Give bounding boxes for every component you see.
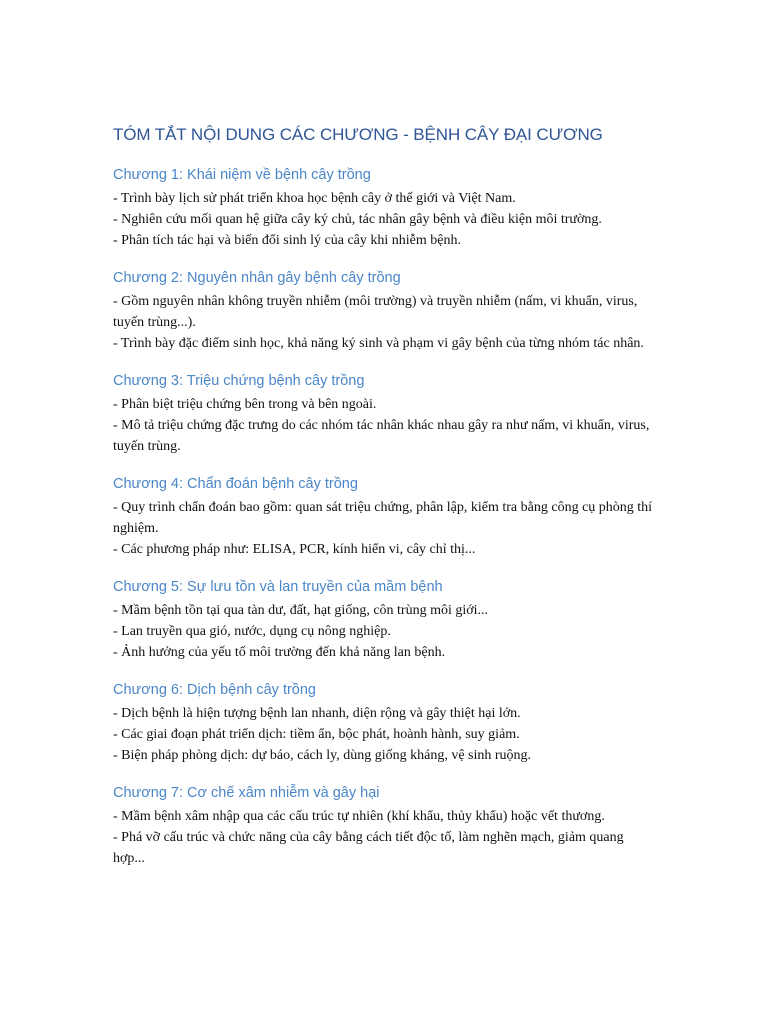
chapter-heading: Chương 2: Nguyên nhân gây bệnh cây trồng bbox=[113, 270, 401, 286]
chapter-4 bbox=[113, 474, 658, 560]
chapter-heading: Chương 5: Sự lưu tồn và lan truyền của mầm bệnh bbox=[113, 579, 443, 595]
chapter-line: - Dịch bệnh là hiện tượng bệnh lan nhanh, diện rộng và gây thiệt hại lớn. bbox=[113, 706, 521, 721]
chapter-line: - Các giai đoạn phát triển dịch: tiềm ẩn, bộc phát, hoành hành, suy giảm. bbox=[113, 727, 520, 742]
chapter-line: - Phân tích tác hại và biến đổi sinh lý của cây khi nhiễm bệnh. bbox=[113, 233, 461, 248]
chapter-line: - Phá vỡ cấu trúc và chức năng của cây bằng cách tiết độc tố, làm nghẽn mạch, giảm quang hợp... bbox=[113, 830, 624, 866]
chapter-line: - Quy trình chẩn đoán bao gồm: quan sát triệu chứng, phân lập, kiểm tra bằng công cụ phòng thí nghiệm. bbox=[113, 500, 653, 536]
chapter-line: - Lan truyền qua gió, nước, dụng cụ nông nghiệp. bbox=[113, 624, 391, 639]
chapter-heading: Chương 4: Chẩn đoán bệnh cây trồng bbox=[113, 476, 358, 492]
chapter-line: - Phân biệt triệu chứng bên trong và bên ngoài. bbox=[113, 397, 377, 412]
chapter-line: - Gồm nguyên nhân không truyền nhiễm (môi trường) và truyền nhiễm (nấm, vi khuẩn, virus, tuyến trùng...). bbox=[113, 294, 638, 330]
chapter-line: - Nghiên cứu mối quan hệ giữa cây ký chủ, tác nhân gây bệnh và điều kiện môi trường. bbox=[113, 212, 602, 227]
document-page bbox=[113, 124, 658, 886]
chapter-3 bbox=[113, 371, 658, 457]
chapter-line: - Mô tả triệu chứng đặc trưng do các nhóm tác nhân khác nhau gây ra như nấm, vi khuẩn, virus, tuyến trùng. bbox=[113, 418, 650, 454]
chapter-line: - Biện pháp phòng dịch: dự báo, cách ly, dùng giống kháng, vệ sinh ruộng. bbox=[113, 748, 532, 763]
chapter-line: - Các phương pháp như: ELISA, PCR, kính hiển vi, cây chỉ thị... bbox=[113, 542, 476, 557]
chapter-line: - Ảnh hưởng của yếu tố môi trường đến khả năng lan bệnh. bbox=[113, 645, 446, 660]
chapter-7 bbox=[113, 783, 658, 869]
chapter-heading: Chương 1: Khái niệm về bệnh cây trồng bbox=[113, 167, 371, 183]
chapter-line: - Mầm bệnh tồn tại qua tàn dư, đất, hạt giống, côn trùng môi giới... bbox=[113, 603, 489, 618]
chapter-line: - Trình bày lịch sử phát triển khoa học bệnh cây ở thế giới và Việt Nam. bbox=[113, 191, 516, 206]
chapter-1 bbox=[113, 165, 658, 251]
document-title: TÓM TẮT NỘI DUNG CÁC CHƯƠNG - BỆNH CÂY ĐẠI CƯƠNG bbox=[113, 125, 603, 144]
chapter-6 bbox=[113, 680, 658, 766]
chapter-line: - Mầm bệnh xâm nhập qua các cấu trúc tự nhiên (khí khẩu, thủy khẩu) hoặc vết thương. bbox=[113, 809, 605, 824]
chapter-heading: Chương 3: Triệu chứng bệnh cây trồng bbox=[113, 373, 365, 389]
chapter-heading: Chương 7: Cơ chế xâm nhiễm và gây hại bbox=[113, 785, 380, 801]
chapter-heading: Chương 6: Dịch bệnh cây trồng bbox=[113, 682, 316, 698]
chapter-line: - Trình bày đặc điểm sinh học, khả năng ký sinh và phạm vi gây bệnh của từng nhóm tác nhân. bbox=[113, 336, 644, 351]
chapter-5 bbox=[113, 577, 658, 663]
chapter-2 bbox=[113, 268, 658, 354]
